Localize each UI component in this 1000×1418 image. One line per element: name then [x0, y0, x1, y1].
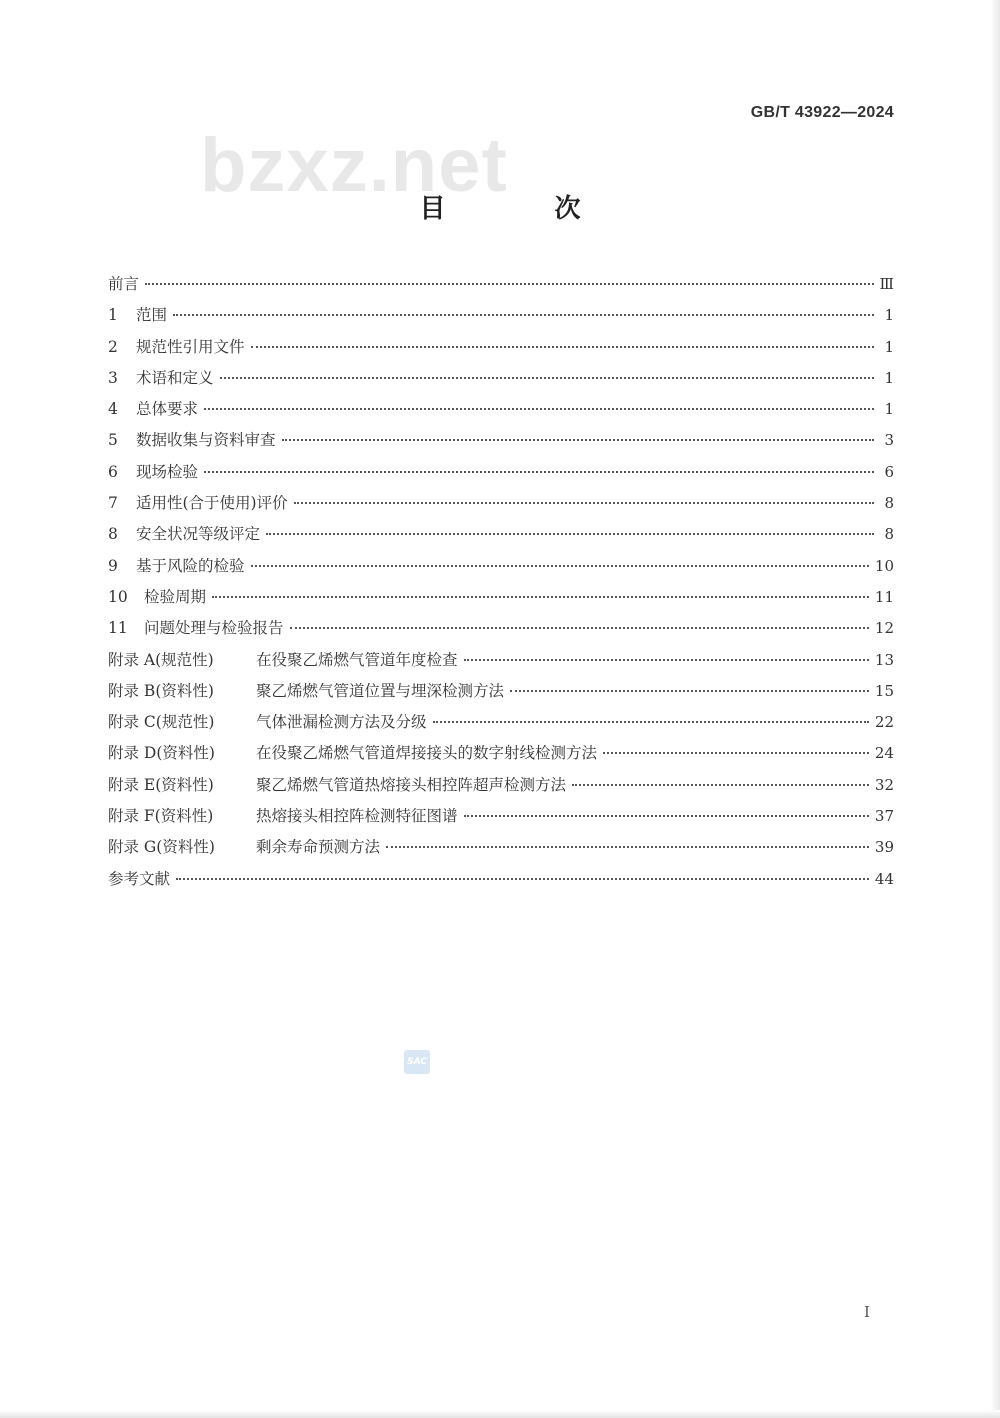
toc-entry-label — [108, 272, 139, 294]
toc-entry-title: 适用性(合于使用)评价 — [136, 494, 288, 513]
toc-entry-title: 热熔接头相控阵检测特征图谱 — [256, 807, 458, 826]
toc-entry-label — [108, 679, 504, 701]
toc-page-number: 24 — [874, 744, 894, 763]
toc-entry[interactable] — [108, 616, 894, 647]
toc-dot-leader — [294, 502, 874, 504]
toc-page-number: 44 — [874, 869, 894, 888]
toc-page-number: 39 — [874, 838, 894, 857]
toc-dot-leader — [510, 690, 869, 692]
toc-dot-leader — [251, 346, 874, 348]
toc-section-number: 9 — [108, 556, 118, 575]
toc-page-number: 22 — [874, 713, 894, 732]
toc-entry-label — [108, 835, 380, 857]
toc-dot-leader — [433, 721, 869, 723]
toc-page-number: 32 — [874, 775, 894, 794]
toc-entry-label — [108, 741, 597, 763]
toc-entry-title: 安全状况等级评定 — [136, 525, 261, 544]
toc-entry-title: 在役聚乙烯燃气管道焊接接头的数字射线检测方法 — [256, 744, 598, 763]
toc-section-number: 5 — [108, 431, 118, 450]
page-number: I — [864, 1303, 870, 1321]
toc-section-number: 10 — [108, 587, 128, 606]
toc-section-number: 2 — [108, 337, 118, 356]
toc-entry-label — [108, 303, 167, 325]
table-of-contents — [108, 272, 894, 898]
page-title: 目 次 — [419, 194, 631, 224]
toc-entry-label — [108, 585, 206, 607]
toc-dot-leader — [220, 377, 874, 379]
toc-page-number: 1 — [884, 400, 894, 419]
sac-logo-icon: SAC — [404, 1050, 430, 1074]
toc-entry[interactable] — [108, 835, 894, 866]
toc-dot-leader — [290, 627, 869, 629]
toc-entry-label — [108, 554, 245, 576]
toc-dot-leader — [204, 408, 874, 410]
toc-entry[interactable] — [108, 804, 894, 835]
toc-entry-label — [108, 522, 260, 544]
toc-section-number: 8 — [108, 525, 118, 544]
toc-annex-label: 附录 G(资料性) — [108, 838, 215, 857]
toc-section-number: 7 — [108, 494, 118, 513]
toc-dot-leader — [251, 565, 869, 567]
toc-entry-title: 基于风险的检验 — [136, 556, 245, 575]
toc-page-number: 15 — [874, 681, 894, 700]
toc-entry[interactable] — [108, 867, 894, 898]
toc-page-number: 8 — [884, 525, 894, 544]
toc-page-number: 11 — [874, 587, 894, 606]
toc-entry[interactable] — [108, 648, 894, 679]
toc-section-number: 1 — [108, 306, 118, 325]
toc-dot-leader — [386, 846, 869, 848]
toc-entry-title: 术语和定义 — [136, 368, 214, 387]
toc-entry-title: 聚乙烯燃气管道热熔接头相控阵超声检测方法 — [256, 775, 567, 794]
toc-entry-label — [108, 616, 284, 638]
toc-entry-label — [108, 397, 198, 419]
toc-page-number: 1 — [884, 306, 894, 325]
toc-entry-title: 在役聚乙烯燃气管道年度检查 — [256, 650, 458, 669]
toc-entry-label — [108, 867, 170, 889]
toc-page-number: 3 — [884, 431, 894, 450]
toc-annex-label: 附录 D(资料性) — [108, 744, 215, 763]
toc-page-number: Ⅲ — [879, 275, 894, 293]
toc-dot-leader — [204, 471, 874, 473]
toc-annex-label: 附录 F(资料性) — [108, 807, 214, 826]
toc-entry[interactable] — [108, 522, 894, 553]
toc-dot-leader — [266, 533, 874, 535]
toc-entry[interactable] — [108, 491, 894, 522]
toc-annex-label: 附录 A(规范性) — [108, 650, 214, 669]
toc-page-number: 37 — [874, 807, 894, 826]
toc-page-number: 8 — [884, 494, 894, 513]
toc-dot-leader — [176, 878, 869, 880]
toc-entry-title: 检验周期 — [144, 587, 207, 606]
toc-entry[interactable] — [108, 679, 894, 710]
page-bottom-shadow — [0, 1410, 1000, 1418]
toc-dot-leader — [282, 439, 874, 441]
toc-section-number: 4 — [108, 400, 118, 419]
toc-annex-label: 附录 C(规范性) — [108, 713, 215, 732]
toc-entry-title: 数据收集与资料审查 — [136, 431, 276, 450]
standard-code: GB/T 43922—2024 — [750, 104, 894, 121]
toc-entry-title: 总体要求 — [136, 400, 199, 419]
toc-entry-title: 剩余寿命预测方法 — [256, 838, 381, 857]
toc-dot-leader — [212, 596, 869, 598]
toc-dot-leader — [603, 752, 869, 754]
toc-page-number: 1 — [884, 368, 894, 387]
toc-section-number: 11 — [108, 619, 128, 638]
toc-page-number: 13 — [874, 650, 894, 669]
toc-entry[interactable] — [108, 773, 894, 804]
toc-entry[interactable] — [108, 585, 894, 616]
toc-dot-leader — [572, 784, 869, 786]
toc-entry[interactable] — [108, 554, 894, 585]
toc-entry-title: 范围 — [136, 306, 168, 325]
toc-entry[interactable] — [108, 303, 894, 334]
toc-entry-title: 问题处理与检验报告 — [144, 619, 284, 638]
toc-entry-title: 聚乙烯燃气管道位置与埋深检测方法 — [256, 681, 505, 700]
toc-page-number: 10 — [874, 556, 894, 575]
toc-page-number: 6 — [884, 462, 894, 481]
toc-entry[interactable] — [108, 366, 894, 397]
toc-entry-label — [108, 648, 458, 670]
watermark: bzxz.net — [200, 123, 508, 208]
toc-entry-title: 气体泄漏检测方法及分级 — [256, 713, 427, 732]
toc-dot-leader — [464, 815, 869, 817]
toc-entry-label — [108, 804, 458, 826]
toc-entry[interactable] — [108, 428, 894, 459]
toc-dot-leader — [145, 283, 874, 285]
toc-entry-label — [108, 773, 566, 795]
toc-entry-label — [108, 428, 276, 450]
toc-entry-label — [108, 366, 214, 388]
toc-entry[interactable] — [108, 741, 894, 772]
toc-entry-label — [108, 335, 245, 357]
toc-annex-label: 附录 B(资料性) — [108, 681, 214, 700]
toc-entry-title: 现场检验 — [136, 462, 199, 481]
toc-entry-label — [108, 710, 427, 732]
toc-annex-label: 附录 E(资料性) — [108, 775, 214, 794]
toc-entry[interactable] — [108, 272, 894, 303]
toc-section-number: 3 — [108, 368, 118, 387]
toc-entry[interactable] — [108, 397, 894, 428]
toc-entry[interactable] — [108, 335, 894, 366]
toc-section-number: 6 — [108, 462, 118, 481]
toc-page-number: 12 — [874, 619, 894, 638]
toc-entry-title: 规范性引用文件 — [136, 337, 245, 356]
toc-entry[interactable] — [108, 710, 894, 741]
toc-dot-leader — [173, 314, 874, 316]
toc-page-number: 1 — [884, 337, 894, 356]
toc-entry-title: 前言 — [108, 275, 140, 293]
toc-entry-title: 参考文献 — [108, 869, 171, 888]
toc-entry-label — [108, 491, 288, 513]
toc-dot-leader — [464, 659, 869, 661]
toc-entry[interactable] — [108, 460, 894, 491]
toc-entry-label — [108, 460, 198, 482]
